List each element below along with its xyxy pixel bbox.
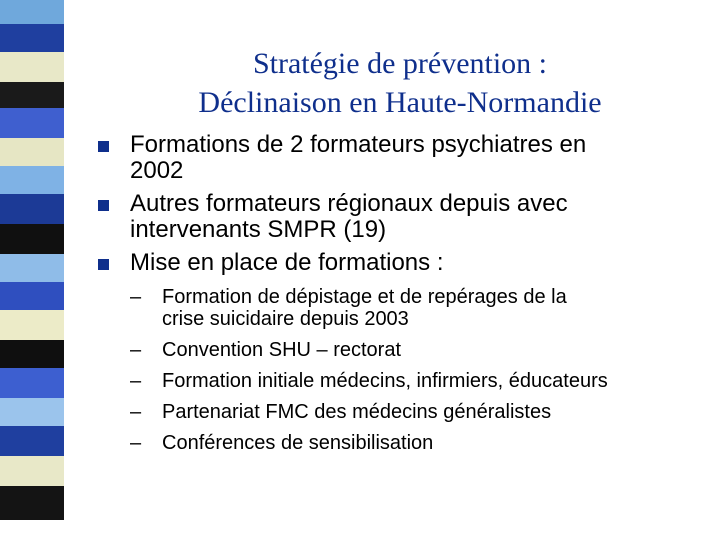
sub-bullet-text-line: Convention SHU – rectorat <box>162 339 402 361</box>
bullet-list <box>98 132 708 463</box>
square-bullet-icon <box>98 259 109 270</box>
dash-bullet: – <box>130 401 142 423</box>
sub-bullet-text-line: Partenariat FMC des médecins généralistes <box>162 401 552 423</box>
sub-bullet-item <box>130 286 708 330</box>
bullet-item <box>98 132 708 184</box>
bullet-item <box>98 250 708 276</box>
bullet-text-line: Formations de 2 formateurs psychiatres en <box>130 131 587 158</box>
bullet-text-line: Mise en place de formations : <box>130 249 444 276</box>
dash-bullet: – <box>130 432 142 454</box>
sub-bullet-item <box>130 370 708 392</box>
sub-bullet-item <box>130 432 708 454</box>
dash-bullet: – <box>130 286 142 308</box>
bullet-text-line: 2002 <box>130 157 184 184</box>
sub-bullet-text-line: Conférences de sensibilisation <box>162 432 434 454</box>
dash-bullet: – <box>130 339 142 361</box>
dash-bullet: – <box>130 370 142 392</box>
sub-bullet-list <box>98 286 708 454</box>
sub-bullet-item <box>130 401 708 423</box>
sub-bullet-item <box>130 339 708 361</box>
square-bullet-icon <box>98 141 109 152</box>
sub-bullet-text-line: Formation initiale médecins, infirmiers, éducateurs <box>162 370 608 392</box>
slide-title <box>100 44 700 122</box>
square-bullet-icon <box>98 200 109 211</box>
title-line-2: Déclinaison en Haute-Normandie <box>198 86 602 119</box>
bullet-text-line: intervenants SMPR (19) <box>130 216 387 243</box>
sub-bullet-text-line: crise suicidaire depuis 2003 <box>162 308 409 330</box>
decorative-color-stripe <box>0 0 64 540</box>
title-line-1: Stratégie de prévention : <box>252 47 548 80</box>
bullet-item <box>98 191 708 243</box>
bullet-text-line: Autres formateurs régionaux depuis avec <box>130 190 568 217</box>
sub-bullet-text-line: Formation de dépistage et de repérages de la <box>162 286 567 308</box>
